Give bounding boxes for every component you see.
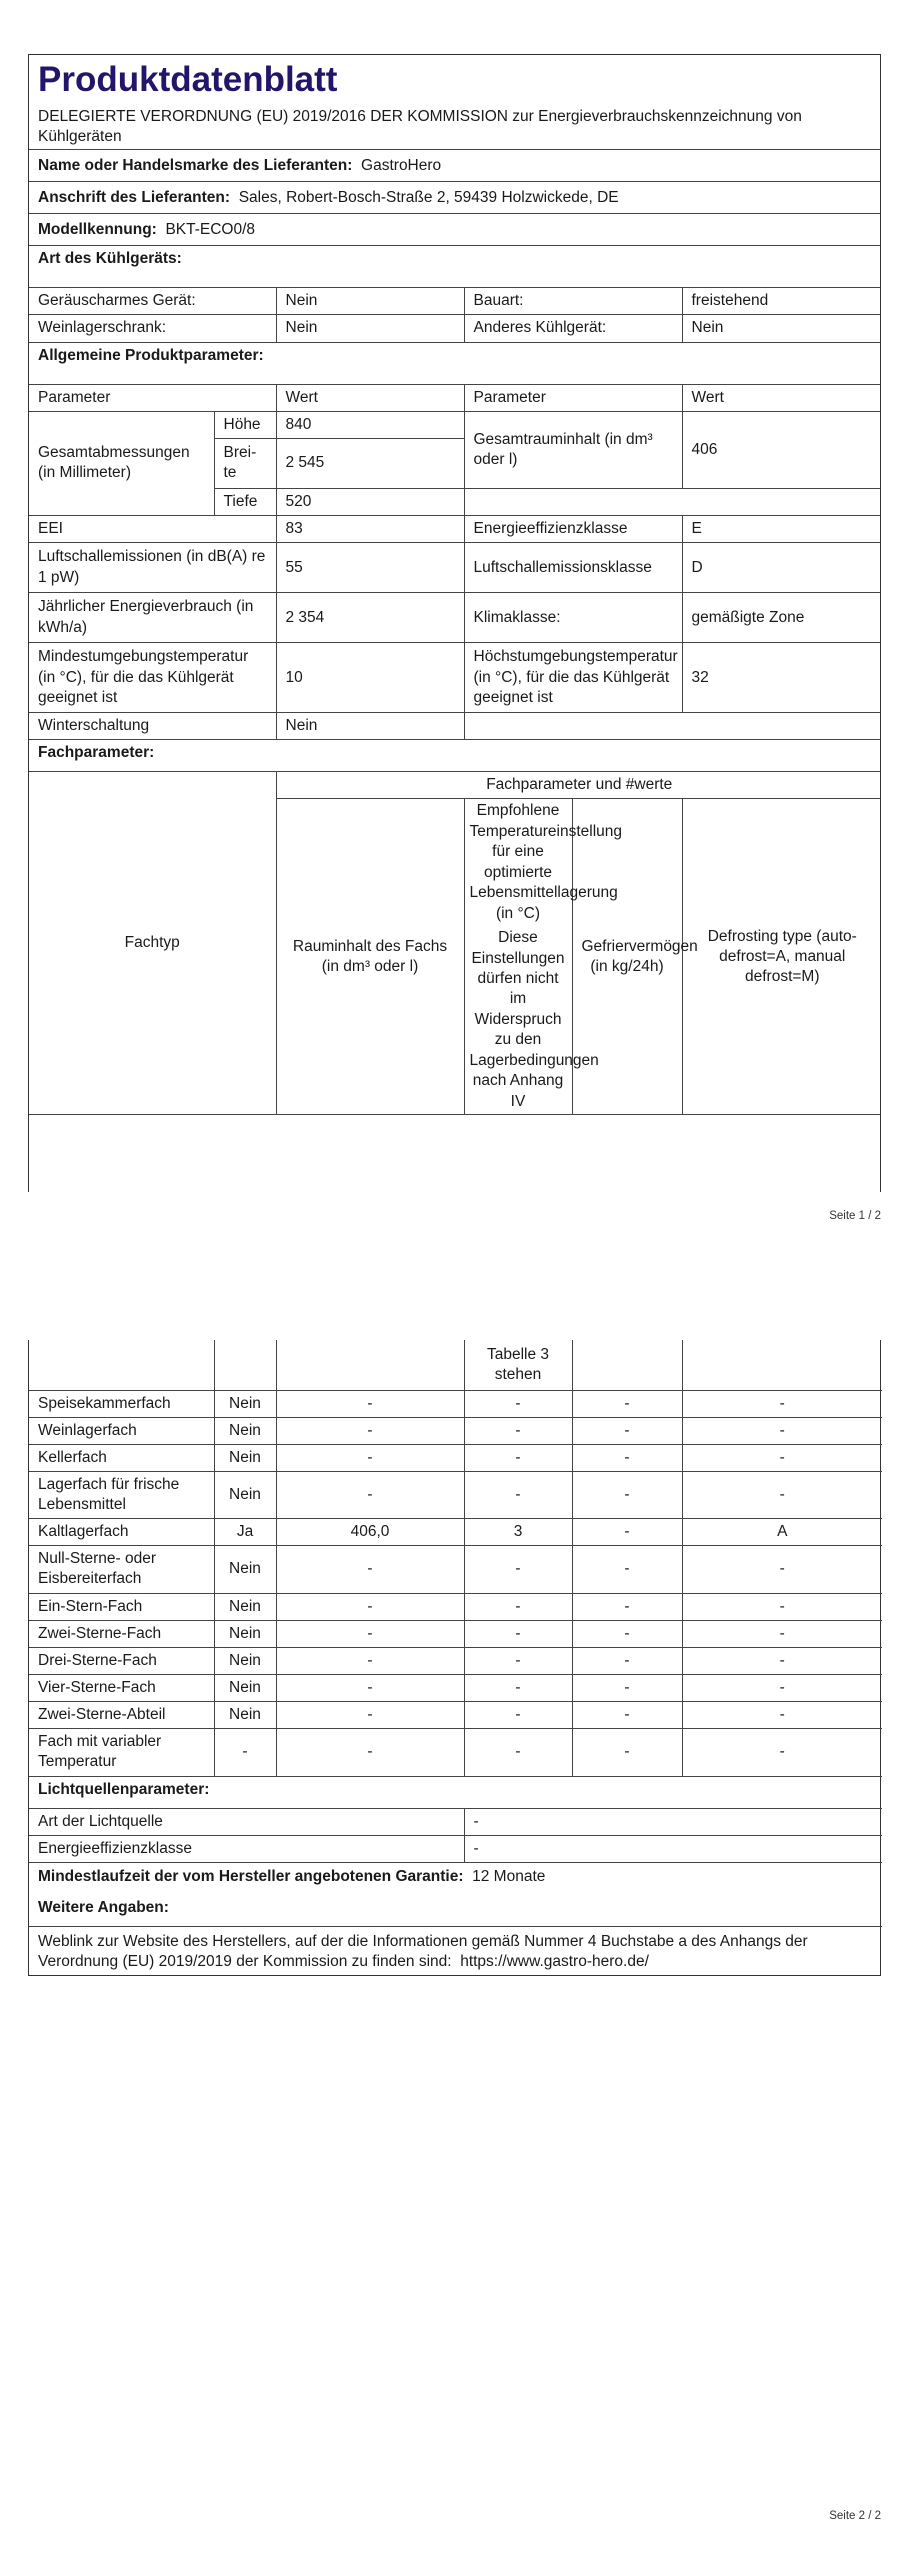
compartment-row bbox=[29, 1593, 882, 1620]
recommended-temp-note: Diese Einstellungen dürfen nicht im Widerspruch zu den Lagerbedingungen nach Anhang IV bbox=[469, 929, 599, 1110]
compartment-row bbox=[29, 1729, 882, 1776]
compartment-defrost: - bbox=[682, 1390, 882, 1417]
depth-label: Tiefe bbox=[214, 488, 276, 515]
compartment-row bbox=[29, 1546, 882, 1593]
page-number-1: Seite 1 / 2 bbox=[829, 1210, 881, 1222]
climate-class-value: gemäßigte Zone bbox=[682, 593, 881, 643]
compartment-row bbox=[29, 1471, 882, 1518]
empty-cell bbox=[464, 713, 881, 740]
compartment-volume: - bbox=[276, 1729, 464, 1776]
compartment-present: Nein bbox=[214, 1390, 276, 1417]
supplier-name-label: Name oder Handelsmarke des Lieferanten: bbox=[38, 156, 353, 174]
compartment-volume: - bbox=[276, 1675, 464, 1702]
compartment-temp: - bbox=[464, 1593, 572, 1620]
energy-class-label: Energieeffizienzklasse bbox=[464, 515, 682, 542]
supplier-address-row bbox=[29, 182, 881, 214]
recommended-temp-note-continued: Tabelle 3 stehen bbox=[464, 1340, 572, 1390]
supplier-address-value: Sales, Robert-Bosch-Straße 2, 59439 Holzwickede, DE bbox=[238, 188, 619, 206]
light-type-label: Art der Lichtquelle bbox=[29, 1808, 464, 1835]
compartment-volume: - bbox=[276, 1390, 464, 1417]
type-section-heading: Art des Kühlgeräts: bbox=[29, 246, 881, 288]
compartment-present: Nein bbox=[214, 1675, 276, 1702]
compartment-present: - bbox=[214, 1729, 276, 1776]
compartment-row bbox=[29, 1647, 882, 1674]
light-energy-class-label: Energieeffizienzklasse bbox=[29, 1835, 464, 1862]
depth-value: 520 bbox=[276, 488, 464, 515]
col-compartment-type: Fachtyp bbox=[29, 772, 276, 1115]
supplier-address-label: Anschrift des Lieferanten: bbox=[38, 188, 231, 206]
compartment-row bbox=[29, 1702, 882, 1729]
col-freezing-capacity: Gefriervermögen (in kg/24h) bbox=[572, 799, 682, 1115]
more-info-text: Weblink zur Website des Herstellers, auf der die Informationen gemäß Nummer 4 Buchstabe a des Anhangs der Verordnung (EU) 2019/2019 der Kommission zu finden sind: bbox=[38, 1932, 808, 1971]
compartment-freezing: - bbox=[572, 1729, 682, 1776]
noise-class-value: D bbox=[682, 543, 881, 593]
compartment-row bbox=[29, 1390, 882, 1417]
page-2 bbox=[28, 1340, 881, 1976]
eei-value: 83 bbox=[276, 515, 464, 542]
supplier-name-row bbox=[29, 150, 881, 182]
compartment-name: Lagerfach für frische Lebensmittel bbox=[29, 1471, 214, 1518]
max-temp-value: 32 bbox=[682, 643, 881, 713]
height-label: Höhe bbox=[214, 411, 276, 438]
compartment-defrost: - bbox=[682, 1729, 882, 1776]
compartment-name: Null-Sterne- oder Eisbereiterfach bbox=[29, 1546, 214, 1593]
compartment-volume: - bbox=[276, 1417, 464, 1444]
compartment-row bbox=[29, 1417, 882, 1444]
col-recommended-temp bbox=[464, 799, 623, 1115]
col-compartment-volume: Rauminhalt des Fachs (in dm³ oder l) bbox=[276, 799, 464, 1115]
compartment-name: Zwei-Sterne-Fach bbox=[29, 1620, 214, 1647]
model-value: BKT-ECO0/8 bbox=[165, 220, 256, 238]
total-volume-label: Gesamtrauminhalt (in dm³ oder l) bbox=[464, 411, 682, 488]
compartment-row bbox=[29, 1444, 882, 1471]
compartment-present: Nein bbox=[214, 1471, 276, 1518]
recommended-temp-text: Empfohlene Temperatureinstellung für eine optimierte Lebensmittellagerung (in °C) bbox=[469, 802, 623, 922]
compartment-name: Kellerfach bbox=[29, 1444, 214, 1471]
compartment-name: Ein-Stern-Fach bbox=[29, 1593, 214, 1620]
compartment-name: Fach mit variabler Temperatur bbox=[29, 1729, 214, 1776]
compartment-freezing: - bbox=[572, 1702, 682, 1729]
other-appliance-label: Anderes Kühlgerät: bbox=[464, 315, 682, 342]
noise-emission-value: 55 bbox=[276, 543, 464, 593]
warranty-value: 12 Monate bbox=[472, 1867, 546, 1885]
compartment-row bbox=[29, 1519, 882, 1546]
dimensions-label: Gesamtabmessungen (in Millimeter) bbox=[29, 411, 214, 515]
empty-cell bbox=[572, 1340, 682, 1390]
compartment-temp: - bbox=[464, 1546, 572, 1593]
compartment-temp: - bbox=[464, 1471, 572, 1518]
winter-value: Nein bbox=[276, 713, 464, 740]
compartment-defrost: - bbox=[682, 1702, 882, 1729]
general-section-heading: Allgemeine Produktparameter: bbox=[29, 342, 881, 384]
compartment-name: Speisekammerfach bbox=[29, 1390, 214, 1417]
compartment-group-header: Fachparameter und #werte bbox=[276, 772, 881, 799]
width-label bbox=[214, 438, 276, 488]
wine-cabinet-label: Weinlagerschrank: bbox=[29, 315, 276, 342]
warranty-label: Mindestlaufzeit der vom Hersteller angebotenen Garantie: bbox=[38, 1867, 464, 1885]
compartment-volume: - bbox=[276, 1471, 464, 1518]
document-subtitle: DELEGIERTE VERORDNUNG (EU) 2019/2016 DER KOMMISSION zur Energieverbrauchskennzeichnung von Kühlgeräten bbox=[38, 108, 802, 146]
col-value: Wert bbox=[276, 384, 464, 411]
data-sheet-table-page-2 bbox=[29, 1340, 882, 1984]
compartment-temp: - bbox=[464, 1620, 572, 1647]
compartment-name: Kaltlagerfach bbox=[29, 1519, 214, 1546]
annual-energy-label: Jährlicher Energieverbrauch (in kWh/a) bbox=[29, 593, 276, 643]
data-sheet-table-page-1 bbox=[29, 55, 881, 1115]
col-parameter-2: Parameter bbox=[464, 384, 682, 411]
manufacturer-link[interactable]: https://www.gastro-hero.de/ bbox=[460, 1953, 649, 1971]
compartment-row bbox=[29, 1620, 882, 1647]
compartment-volume: - bbox=[276, 1647, 464, 1674]
page-1 bbox=[28, 54, 881, 1192]
compartment-volume: - bbox=[276, 1620, 464, 1647]
compartment-freezing: - bbox=[572, 1417, 682, 1444]
width-value: 2 545 bbox=[276, 438, 464, 488]
compartment-freezing: - bbox=[572, 1444, 682, 1471]
design-value: freistehend bbox=[682, 288, 881, 315]
model-row bbox=[29, 214, 881, 246]
compartment-defrost: - bbox=[682, 1546, 882, 1593]
compartment-rows bbox=[29, 1390, 882, 1776]
compartment-freezing: - bbox=[572, 1675, 682, 1702]
empty-cell bbox=[214, 1340, 276, 1390]
height-value: 840 bbox=[276, 411, 464, 438]
more-info-heading: Weitere Angaben: bbox=[29, 1890, 882, 1926]
header-cell bbox=[29, 55, 881, 150]
empty-cell bbox=[682, 1340, 882, 1390]
compartment-volume: - bbox=[276, 1546, 464, 1593]
min-temp-value: 10 bbox=[276, 643, 464, 713]
low-noise-value: Nein bbox=[276, 288, 464, 315]
compartment-name: Zwei-Sterne-Abteil bbox=[29, 1702, 214, 1729]
warranty-row bbox=[29, 1862, 882, 1890]
compartment-volume: - bbox=[276, 1702, 464, 1729]
compartment-temp: - bbox=[464, 1417, 572, 1444]
compartment-section-heading: Fachparameter: bbox=[29, 740, 881, 772]
document-title: Produktdatenblatt bbox=[38, 60, 338, 99]
compartment-name: Weinlagerfach bbox=[29, 1417, 214, 1444]
compartment-present: Nein bbox=[214, 1647, 276, 1674]
compartment-defrost: - bbox=[682, 1444, 882, 1471]
compartment-temp: - bbox=[464, 1444, 572, 1471]
compartment-volume: 406,0 bbox=[276, 1519, 464, 1546]
compartment-volume: - bbox=[276, 1593, 464, 1620]
compartment-freezing: - bbox=[572, 1593, 682, 1620]
compartment-defrost: - bbox=[682, 1471, 882, 1518]
compartment-temp: - bbox=[464, 1702, 572, 1729]
compartment-temp: - bbox=[464, 1675, 572, 1702]
width-label-part-b: te bbox=[223, 464, 237, 482]
compartment-present: Ja bbox=[214, 1519, 276, 1546]
light-type-value: - bbox=[464, 1808, 882, 1835]
compartment-defrost: - bbox=[682, 1593, 882, 1620]
compartment-temp: 3 bbox=[464, 1519, 572, 1546]
eei-label: EEI bbox=[29, 515, 276, 542]
light-energy-class-value: - bbox=[464, 1835, 882, 1862]
width-label-part-a: Brei- bbox=[223, 444, 257, 462]
compartment-temp: - bbox=[464, 1729, 572, 1776]
max-temp-label: Höchstumgebungstemperatur (in °C), für die das Kühlgerät geeignet ist bbox=[464, 643, 682, 713]
compartment-freezing: - bbox=[572, 1546, 682, 1593]
total-volume-value: 406 bbox=[682, 411, 881, 488]
supplier-name-value: GastroHero bbox=[361, 156, 442, 174]
compartment-present: Nein bbox=[214, 1702, 276, 1729]
compartment-name: Drei-Sterne-Fach bbox=[29, 1647, 214, 1674]
annual-energy-value: 2 354 bbox=[276, 593, 464, 643]
col-parameter: Parameter bbox=[29, 384, 276, 411]
wine-cabinet-value: Nein bbox=[276, 315, 464, 342]
climate-class-label: Klimaklasse: bbox=[464, 593, 682, 643]
col-defrost-type: Defrosting type (auto-defrost=A, manual defrost=M) bbox=[682, 799, 881, 1115]
compartment-temp: - bbox=[464, 1647, 572, 1674]
page-number-2: Seite 2 / 2 bbox=[829, 2510, 881, 2522]
compartment-present: Nein bbox=[214, 1444, 276, 1471]
empty-cell bbox=[464, 488, 881, 515]
light-section-heading: Lichtquellenparameter: bbox=[29, 1776, 882, 1808]
empty-cell bbox=[276, 1340, 464, 1390]
design-label: Bauart: bbox=[464, 288, 682, 315]
compartment-row bbox=[29, 1675, 882, 1702]
compartment-present: Nein bbox=[214, 1546, 276, 1593]
compartment-present: Nein bbox=[214, 1593, 276, 1620]
compartment-present: Nein bbox=[214, 1417, 276, 1444]
model-label: Modellkennung: bbox=[38, 220, 157, 238]
compartment-volume: - bbox=[276, 1444, 464, 1471]
energy-class-value: E bbox=[682, 515, 881, 542]
compartment-defrost: - bbox=[682, 1417, 882, 1444]
col-value-2: Wert bbox=[682, 384, 881, 411]
compartment-defrost: - bbox=[682, 1620, 882, 1647]
noise-class-label: Luftschallemissionsklasse bbox=[464, 543, 682, 593]
compartment-defrost: - bbox=[682, 1675, 882, 1702]
compartment-freezing: - bbox=[572, 1471, 682, 1518]
min-temp-label: Mindestumgebungstemperatur (in °C), für die das Kühlgerät geeignet ist bbox=[29, 643, 276, 713]
noise-emission-label: Luftschallemissionen (in dB(A) re 1 pW) bbox=[29, 543, 276, 593]
winter-label: Winterschaltung bbox=[29, 713, 276, 740]
compartment-defrost: - bbox=[682, 1647, 882, 1674]
compartment-defrost: A bbox=[682, 1519, 882, 1546]
compartment-freezing: - bbox=[572, 1519, 682, 1546]
more-info-cell bbox=[29, 1926, 882, 1984]
compartment-present: Nein bbox=[214, 1620, 276, 1647]
low-noise-label: Geräuscharmes Gerät: bbox=[29, 288, 276, 315]
compartment-freezing: - bbox=[572, 1647, 682, 1674]
compartment-freezing: - bbox=[572, 1620, 682, 1647]
compartment-temp: - bbox=[464, 1390, 572, 1417]
empty-cell bbox=[29, 1340, 214, 1390]
other-appliance-value: Nein bbox=[682, 315, 881, 342]
compartment-freezing: - bbox=[572, 1390, 682, 1417]
compartment-name: Vier-Sterne-Fach bbox=[29, 1675, 214, 1702]
